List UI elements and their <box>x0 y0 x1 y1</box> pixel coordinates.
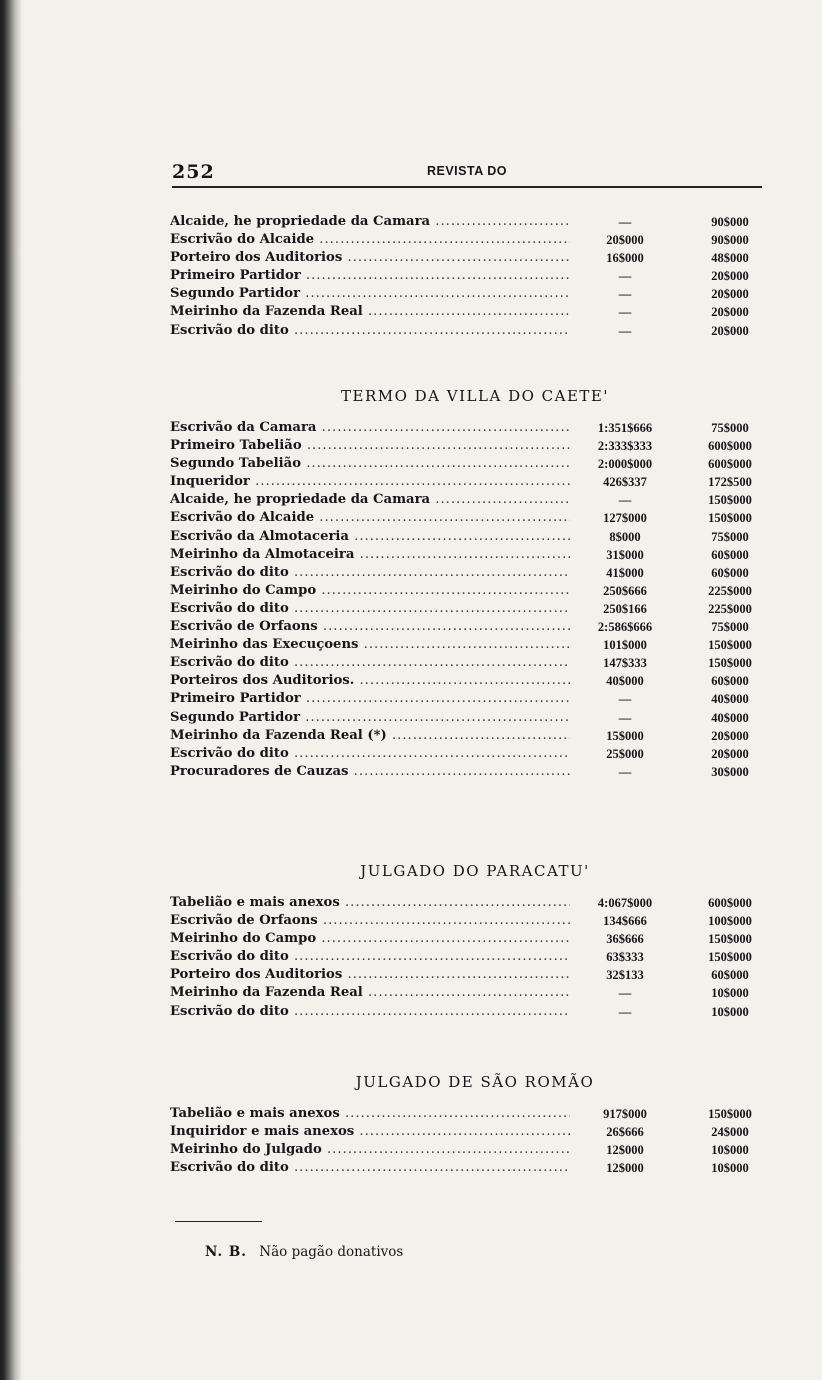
office-name: Primeiro Partidor ..... <box>170 267 570 285</box>
value-column-1: — <box>580 213 670 231</box>
value-column-1: 2:000$000 <box>580 455 670 473</box>
table-row <box>170 303 770 321</box>
value-column-1: — <box>580 984 670 1002</box>
footnote <box>205 1244 403 1260</box>
table-row <box>170 1123 770 1141</box>
value-column-1: — <box>580 690 670 708</box>
office-name: Segundo Tabelião ..... <box>170 455 570 473</box>
office-name: Procuradores de Cauzas ..... <box>170 763 570 781</box>
table-row <box>170 285 770 303</box>
value-column-2: 40$000 <box>711 692 749 707</box>
table-row <box>170 618 770 636</box>
section-title: TERMO DA VILLA DO CAETE' <box>340 387 609 405</box>
office-name: Segundo Partidor ..... <box>170 285 570 303</box>
page-header <box>172 159 762 189</box>
value-column-1: — <box>580 763 670 781</box>
value-column-2: 60$000 <box>711 968 749 983</box>
value-column-1: 2:586$666 <box>580 618 670 636</box>
value-column-1: 134$666 <box>580 912 670 930</box>
value-column-1: 426$337 <box>580 473 670 491</box>
office-name: Escrivão do dito ..... <box>170 654 570 672</box>
office-name: Meirinho da Fazenda Real ..... <box>170 984 570 1002</box>
footnote-marker: N. B. <box>205 1244 247 1260</box>
footnote-text: Não pagão donativos <box>259 1244 404 1260</box>
value-column-1: 15$000 <box>580 727 670 745</box>
office-name: Meirinho da Fazenda Real ..... <box>170 303 570 321</box>
value-column-1: 41$000 <box>580 564 670 582</box>
table-row <box>170 546 770 564</box>
value-column-1: — <box>580 1003 670 1021</box>
value-column-1: 2:333$333 <box>580 437 670 455</box>
office-name: Meirinho do Campo ..... <box>170 582 570 600</box>
office-name: Segundo Partidor ..... <box>170 709 570 727</box>
table-row <box>170 213 770 231</box>
value-column-1: 250$166 <box>580 600 670 618</box>
table-row <box>170 509 770 527</box>
value-column-2: 600$000 <box>708 439 752 454</box>
office-name: Escrivão da Camara ..... <box>170 419 570 437</box>
value-column-2: 10$000 <box>711 1143 749 1158</box>
value-column-2: 30$000 <box>711 764 749 779</box>
office-name: Escrivão do dito ..... <box>170 1003 570 1021</box>
value-column-2: 20$000 <box>711 728 749 743</box>
office-name: Escrivão do dito ..... <box>170 1159 570 1177</box>
table-row <box>170 745 770 763</box>
office-name: Porteiro dos Auditorios ..... <box>170 966 570 984</box>
office-name: Primeiro Partidor ..... <box>170 690 570 708</box>
value-column-2: 100$000 <box>708 914 752 929</box>
table-row <box>170 600 770 618</box>
value-column-2: 20$000 <box>711 269 749 284</box>
table-row <box>170 1105 770 1123</box>
value-column-1: 917$000 <box>580 1105 670 1123</box>
office-name: Escrivão do dito ..... <box>170 948 570 966</box>
office-name: Escrivão do dito ..... <box>170 564 570 582</box>
office-name: Meirinho do Campo ..... <box>170 930 570 948</box>
office-name: Primeiro Tabelião ..... <box>170 437 570 455</box>
value-column-1: 40$000 <box>580 672 670 690</box>
value-column-2: 75$000 <box>711 620 749 635</box>
office-name: Porteiros dos Auditorios. ..... <box>170 672 570 690</box>
table-row <box>170 437 770 455</box>
running-title: REVISTA DO <box>426 164 507 178</box>
office-name: Porteiro dos Auditorios ..... <box>170 249 570 267</box>
office-name: Escrivão do dito ..... <box>170 600 570 618</box>
section-termo-caete <box>170 387 770 781</box>
value-column-1: 31$000 <box>580 546 670 564</box>
office-name: Escrivão do Alcaide ..... <box>170 509 570 527</box>
value-column-1: 20$000 <box>580 231 670 249</box>
section-title: JULGADO DE SÃO ROMÃO <box>355 1073 595 1091</box>
office-name: Meirinho das Execuçoens ..... <box>170 636 570 654</box>
table-row <box>170 984 770 1002</box>
section-title: JULGADO DO PARACATU' <box>360 862 590 880</box>
value-column-1: 36$666 <box>580 930 670 948</box>
table-row <box>170 1003 770 1021</box>
section-julgado-paracatu <box>170 862 770 1021</box>
value-column-2: 20$000 <box>711 746 749 761</box>
value-column-1: — <box>580 303 670 321</box>
table-row <box>170 491 770 509</box>
value-column-1: — <box>580 322 670 340</box>
value-column-2: 10$000 <box>711 986 749 1001</box>
table-row <box>170 763 770 781</box>
value-column-1: — <box>580 491 670 509</box>
office-name: Tabelião e mais anexos ..... <box>170 894 570 912</box>
footnote-rule <box>175 1221 262 1222</box>
table-row <box>170 564 770 582</box>
table-row <box>170 582 770 600</box>
value-column-1: 32$133 <box>580 966 670 984</box>
table-row <box>170 948 770 966</box>
table-row <box>170 1141 770 1159</box>
table-row <box>170 1159 770 1177</box>
value-column-1: 127$000 <box>580 509 670 527</box>
value-column-2: 90$000 <box>711 233 749 248</box>
value-column-2: 20$000 <box>711 305 749 320</box>
value-column-1: 4:067$000 <box>580 894 670 912</box>
table-row <box>170 419 770 437</box>
value-column-2: 75$000 <box>711 421 749 435</box>
office-name: Escrivão do dito ..... <box>170 322 570 340</box>
value-column-1: 12$000 <box>580 1159 670 1177</box>
value-column-2: 225$000 <box>708 583 752 598</box>
value-column-1: 12$000 <box>580 1141 670 1159</box>
value-column-1: — <box>580 285 670 303</box>
office-name: Escrivão do Alcaide ..... <box>170 231 570 249</box>
value-column-1: 147$333 <box>580 654 670 672</box>
value-column-2: 40$000 <box>711 710 749 725</box>
value-column-2: 150$000 <box>708 950 752 965</box>
value-column-1: 63$333 <box>580 948 670 966</box>
value-column-2: 90$000 <box>711 215 749 229</box>
header-rule <box>172 186 762 188</box>
value-column-2: 24$000 <box>711 1125 749 1140</box>
value-column-2: 600$000 <box>708 457 752 472</box>
value-column-2: 150$000 <box>708 656 752 671</box>
value-column-2: 60$000 <box>711 547 749 562</box>
value-column-2: 20$000 <box>711 323 749 338</box>
office-name: Tabelião e mais anexos ..... <box>170 1105 570 1123</box>
value-column-1: 250$666 <box>580 582 670 600</box>
value-column-2: 150$000 <box>708 493 752 508</box>
value-column-2: 172$500 <box>708 475 752 490</box>
value-column-1: — <box>580 709 670 727</box>
value-column-2: 10$000 <box>711 1004 749 1019</box>
value-column-1: 8$000 <box>580 528 670 546</box>
table-row <box>170 709 770 727</box>
office-name: Alcaide, he propriedade da Camara ..... <box>170 491 570 509</box>
office-name: Inquiridor e mais anexos ..... <box>170 1123 570 1141</box>
table-row <box>170 930 770 948</box>
table-row <box>170 636 770 654</box>
value-column-2: 150$000 <box>708 511 752 526</box>
book-binding-edge <box>0 0 22 1380</box>
value-column-1: 101$000 <box>580 636 670 654</box>
table-row <box>170 966 770 984</box>
value-column-1: 1:351$666 <box>580 419 670 437</box>
value-column-1: 26$666 <box>580 1123 670 1141</box>
office-name: Meirinho da Fazenda Real (*) ..... <box>170 727 570 745</box>
value-column-2: 600$000 <box>708 896 752 910</box>
value-column-2: 20$000 <box>711 287 749 302</box>
table-row <box>170 912 770 930</box>
table-row <box>170 727 770 745</box>
table-row <box>170 322 770 340</box>
table-row <box>170 528 770 546</box>
value-column-2: 60$000 <box>711 674 749 689</box>
table-row <box>170 455 770 473</box>
value-column-2: 150$000 <box>708 932 752 947</box>
value-column-1: — <box>580 267 670 285</box>
table-row <box>170 690 770 708</box>
office-name: Meirinho da Almotaceira ..... <box>170 546 570 564</box>
value-column-1: 25$000 <box>580 745 670 763</box>
value-column-2: 150$000 <box>708 638 752 653</box>
section-julgado-sao-romao <box>170 1073 770 1177</box>
table-row <box>170 672 770 690</box>
table-row <box>170 654 770 672</box>
office-name: Meirinho do Julgado ..... <box>170 1141 570 1159</box>
page-number: 252 <box>172 161 215 183</box>
office-name: Inqueridor ..... <box>170 473 570 491</box>
value-column-2: 75$000 <box>711 529 749 544</box>
value-column-2: 150$000 <box>708 1107 752 1121</box>
table-row <box>170 894 770 912</box>
office-name: Escrivão de Orfaons ..... <box>170 618 570 636</box>
value-column-2: 225$000 <box>708 601 752 616</box>
table-row <box>170 249 770 267</box>
office-name: Escrivão da Almotaceria ..... <box>170 528 570 546</box>
value-column-2: 48$000 <box>711 251 749 266</box>
office-name: Escrivão de Orfaons ..... <box>170 912 570 930</box>
table-row <box>170 231 770 249</box>
table-row <box>170 267 770 285</box>
value-column-2: 60$000 <box>711 565 749 580</box>
office-name: Alcaide, he propriedade da Camara ..... <box>170 213 570 231</box>
value-column-2: 10$000 <box>711 1161 749 1176</box>
section-unnamed <box>170 213 770 340</box>
office-name: Escrivão do dito ..... <box>170 745 570 763</box>
table-row <box>170 473 770 491</box>
value-column-1: 16$000 <box>580 249 670 267</box>
